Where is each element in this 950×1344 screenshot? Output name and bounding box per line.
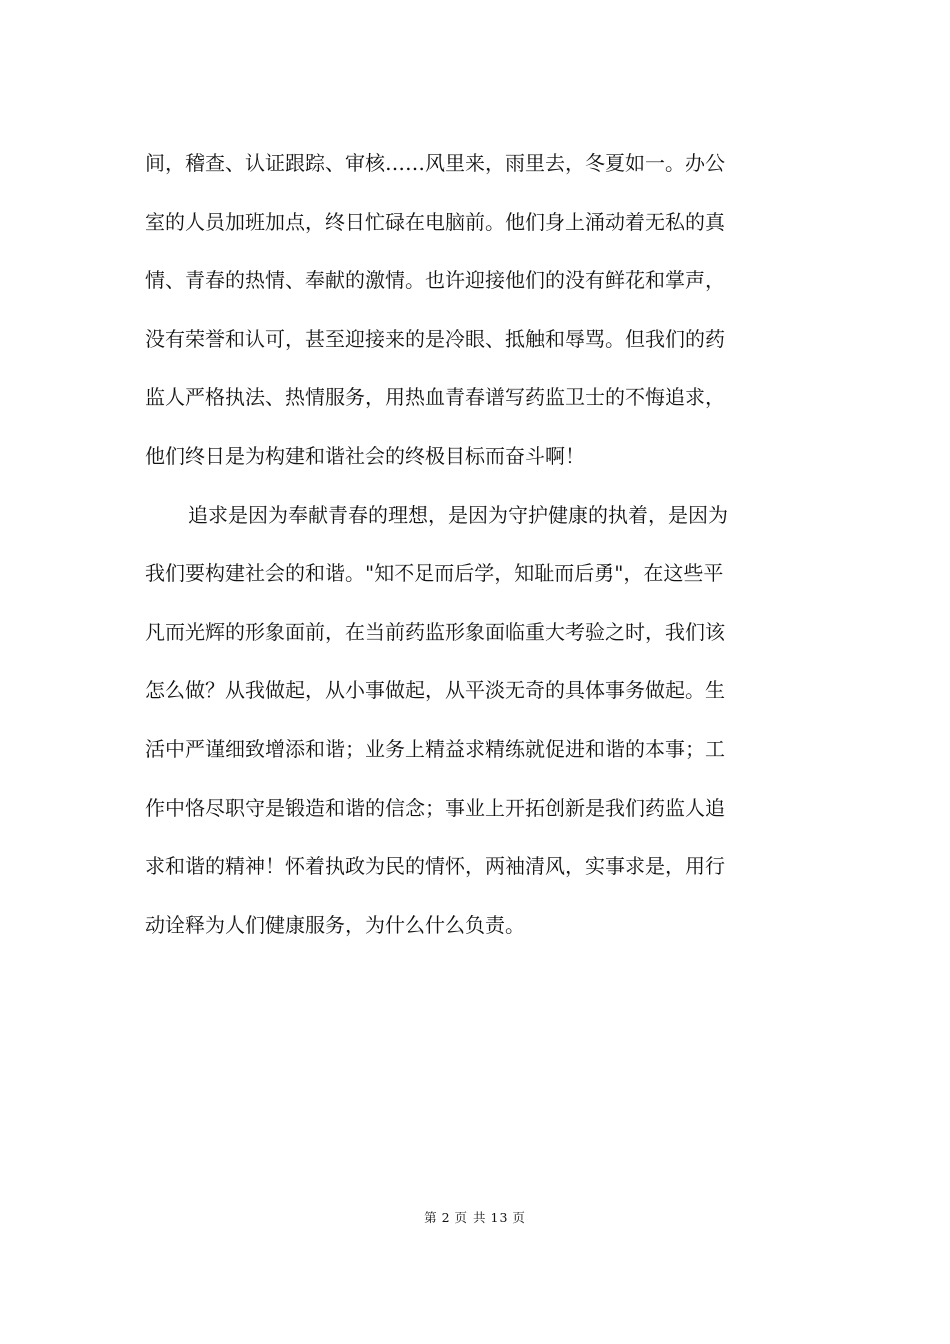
- page-footer: [0, 1208, 950, 1226]
- footer-suffix: 页: [512, 1210, 526, 1225]
- text-line: 活中严谨细致增添和谐；业务上精益求精练就促进和谐的本事；工: [145, 736, 725, 761]
- footer-page-total: 13: [490, 1210, 509, 1225]
- text-line: 凡而光辉的形象面前，在当前药监形象面临重大考验之时，我们该: [145, 619, 725, 644]
- document-body: [145, 134, 810, 954]
- text-line: 室的人员加班加点，终日忙碌在电脑前。他们身上涌动着无私的真: [145, 209, 725, 234]
- footer-page-current: 2: [441, 1210, 451, 1225]
- text-line: 追求是因为奉献青春的理想，是因为守护健康的执着，是因为: [188, 502, 728, 527]
- text-line: 监人严格执法、热情服务，用热血青春谱写药监卫士的不悔追求，: [145, 385, 725, 410]
- text-line: 作中恪尽职守是锻造和谐的信念；事业上开拓创新是我们药监人追: [145, 795, 725, 820]
- text-line: 怎么做？从我做起，从小事做起，从平淡无奇的具体事务做起。生: [145, 678, 725, 703]
- text-line: 间，稽查、认证跟踪、审核……风里来，雨里去，冬夏如一。办公: [145, 151, 725, 175]
- text-line: 我们要构建社会的和谐。"知不足而后学，知耻而后勇"，在这些平: [145, 561, 724, 586]
- footer-middle: 页 共: [454, 1210, 487, 1225]
- text-line: 情、青春的热情、奉献的激情。也许迎接他们的没有鲜花和掌声，: [145, 268, 725, 293]
- paragraph-1: [145, 134, 810, 486]
- paragraph-2: [145, 486, 810, 955]
- text-line: 求和谐的精神！怀着执政为民的情怀，两袖清风，实事求是，用行: [145, 854, 725, 879]
- text-line: 动诠释为人们健康服务，为什么什么负责。: [145, 912, 525, 937]
- footer-prefix: 第: [424, 1210, 438, 1225]
- text-line: 他们终日是为构建和谐社会的终极目标而奋斗啊！: [145, 443, 585, 468]
- text-line: 没有荣誉和认可，甚至迎接来的是冷眼、抵触和辱骂。但我们的药: [145, 326, 725, 351]
